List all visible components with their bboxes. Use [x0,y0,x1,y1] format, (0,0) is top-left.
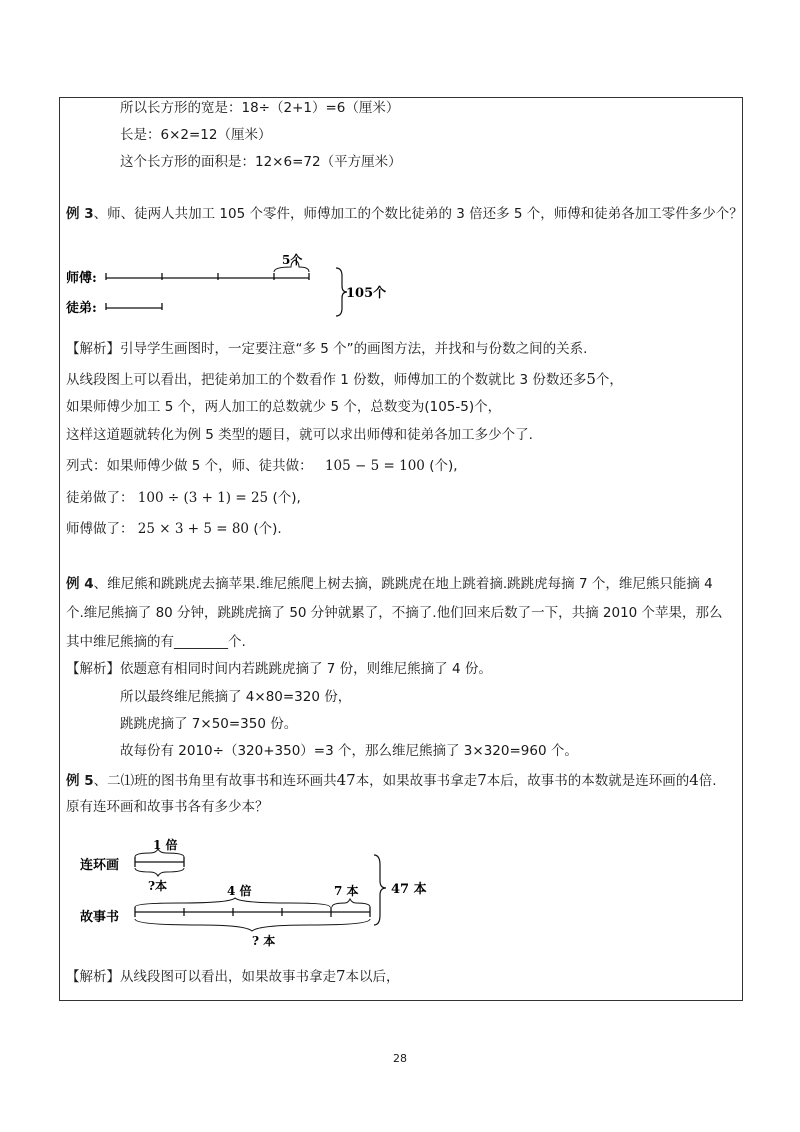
story-label: 故事书 [80,910,120,925]
analysis-tag: 【解析】 [66,969,120,985]
story-question-label: ? 本 [252,934,276,948]
apprentice-label: 徒弟: [66,301,97,316]
example-3-diagram [66,250,396,322]
example-4-label: 例 4 [66,576,94,592]
master-label: 师傅: [66,271,97,286]
extra-label: 5个 [282,253,303,267]
example-3-analysis [66,340,587,358]
example-3-line-2: 如果师傅少加工 5 个，两人加工的总数就少 5 个，总数变为(105-5)个， [66,399,502,415]
example-4-question-line-1: 例 4、维尼熊和跳跳虎去摘苹果.维尼熊爬上树去摘，跳跳虎在地上跳着摘.跳跳虎每摘 7 个，维尼熊只能摘 4 [66,576,713,592]
formula-1: 105 − 5 = 100 [324,458,425,474]
example-3-line-3: 这样这道题就转化为例 5 类型的题目，就可以求出师傅和徒弟各加工多少个了. [66,427,533,443]
length-line: 长是：6×2=12（厘米） [120,127,272,143]
total-label: 47 本 [391,882,427,897]
seven-label: 7 本 [334,884,359,898]
formula-line-1: 列式：如果师傅少做 5 个，师、徒共做： 105 − 5 = 100 (个), [66,458,458,474]
comic-question-label: ?本 [148,879,168,893]
example-4-analysis-line-4: 故每份有 2010÷（320+350）=3 个，那么维尼熊摘了 3×320=960 个。 [120,743,578,759]
formula-2: 100 ÷ (3 + 1) = 25 [137,490,269,506]
formula-line-3: 师傅做了： 25 × 3 + 5 = 80 (个). [66,521,282,537]
formula-line-2: 徒弟做了： 100 ÷ (3 + 1) = 25 (个), [66,490,301,506]
example-4-analysis-line-3: 跳跳虎摘了 7×50=350 份。 [120,716,298,732]
width-line: 所以长方形的宽是：18÷（2+1）=6（厘米） [120,100,400,116]
four-times-label: 4 倍 [227,884,252,898]
area-line: 这个长方形的面积是：12×6=72（平方厘米） [120,154,402,170]
example-5-analysis: 【解析】从线段图可以看出，如果故事书拿走7本以后， [66,967,400,985]
comic-label: 连环画 [80,858,120,873]
example-5-label: 例 5 [66,773,94,789]
example-3-label: 例 3 [66,206,94,222]
example-3-line-1: 从线段图上可以看出，把徒弟加工的个数看作 1 份数，师傅加工的个数就比 3 份数还多5个， [66,370,623,388]
analysis-tag: 【解析】 [66,661,120,677]
example-4-question-line-2: 个.维尼熊摘了 80 分钟，跳跳虎摘了 50 分钟就累了，不摘了.他们回来后数了一下，共摘 2010 个苹果，那么 [66,605,723,621]
analysis-tag: 【解析】 [66,341,120,357]
example-5-question-line-2: 原有连环画和故事书各有多少本？ [66,799,269,815]
page-number: 28 [393,1052,407,1065]
total-brace [374,855,386,925]
example-4-analysis-line-2: 所以最终维尼熊摘了 4×80=320 份， [120,689,352,705]
formula-3: 25 × 3 + 5 = 80 [137,521,250,537]
example-5-question-line-1: 例 5、二⑴班的图书角里有故事书和连环画共47本，如果故事书拿走7本后，故事书的本数就是连环画的4倍. [66,771,717,789]
example-4-analysis: 【解析】依题意有相同时间内若跳跳虎摘了 7 份，则维尼熊摘了 4 份。 [66,661,492,677]
one-times-label: 1 倍 [153,838,178,852]
example-3-question [66,205,743,223]
example-5-diagram [80,835,450,953]
example-3-text: 、师、徒两人共加工 105 个零件，师傅加工的个数比徒弟的 3 倍还多 5 个，师傅和徒弟各加工零件多少个？ [93,206,743,222]
total-label: 105个 [346,286,387,301]
analysis-text: 引导学生画图时，一定要注意“多 5 个”的画图方法，并找和与份数之间的关系. [120,341,588,357]
example-4-question-line-3: 其中维尼熊摘的有________个. [66,634,246,650]
